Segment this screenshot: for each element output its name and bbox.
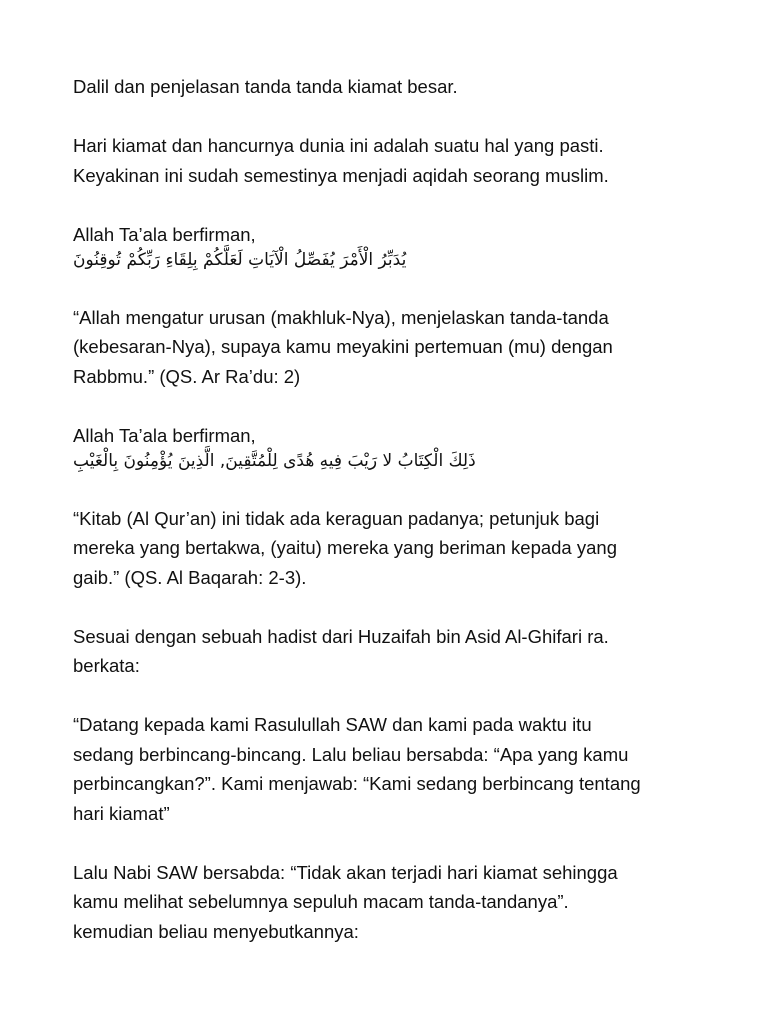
text-line: kamu melihat sebelumnya sepuluh macam tanda-tandanya”. [73, 891, 569, 912]
text-line: sedang berbincang-bincang. Lalu beliau bersabda: “Apa yang kamu [73, 743, 629, 765]
verse-2-intro: Allah Ta’ala berfirman, [73, 424, 256, 446]
document-page [73, 72, 713, 976]
closing-paragraph [73, 858, 713, 947]
title-line: Dalil dan penjelasan tanda tanda kiamat besar. [73, 76, 458, 97]
verse-1-arabic: يُدَبِّرُ الْأَمْرَ يُفَصِّلُ الْآيَاتِ لَعَلَّكُمْ بِلِقَاءِ رَبِّكُمْ تُوقِنُونَ [73, 250, 407, 270]
text-line: “Datang kepada kami Rasulullah SAW dan kami pada waktu itu [73, 714, 592, 735]
text-line: Rabbmu.” (QS. Ar Ra’du: 2) [73, 365, 301, 387]
paragraph-intro [73, 131, 713, 190]
text-line: kemudian beliau menyebutkannya: [73, 920, 359, 942]
text-line: mereka yang bertakwa, (yaitu) mereka yang beriman kepada yang [73, 537, 617, 558]
text-line: (kebesaran-Nya), supaya kamu meyakini pertemuan (mu) dengan [73, 336, 613, 357]
hadith-quote [73, 710, 713, 828]
verse-2-arabic: ذَلِكَ الْكِتَابُ لا رَيْبَ فِيهِ هُدًى لِلْمُتَّقِينَ, الَّذِينَ يُؤْمِنُونَ بِالْغَيْبِ [73, 451, 476, 471]
verse-1-block [73, 220, 713, 274]
text-line: Sesuai dengan sebuah hadist dari Huzaifah bin Asid Al-Ghifari ra. [73, 625, 609, 647]
text-line: “Kitab (Al Qur’an) ini tidak ada keraguan padanya; petunjuk bagi [73, 507, 600, 529]
hadith-intro [73, 622, 713, 681]
text-line: hari kiamat” [73, 802, 170, 824]
text-line: berkata: [73, 655, 140, 676]
text-line: gaib.” (QS. Al Baqarah: 2-3). [73, 566, 307, 588]
document-title [73, 72, 713, 102]
verse-1-intro: Allah Ta’ala berfirman, [73, 223, 256, 245]
verse-2-block [73, 421, 713, 475]
text-line: “Allah mengatur urusan (makhluk-Nya), menjelaskan tanda-tanda [73, 306, 609, 328]
text-line: perbincangkan?”. Kami menjawab: “Kami sedang berbincang tentang [73, 773, 641, 794]
text-line: Lalu Nabi SAW bersabda: “Tidak akan terjadi hari kiamat sehingga [73, 861, 618, 883]
text-line: Keyakinan ini sudah semestinya menjadi aqidah seorang muslim. [73, 164, 609, 186]
verse-1-translation [73, 303, 713, 392]
verse-2-translation [73, 504, 713, 593]
text-line: Hari kiamat dan hancurnya dunia ini adalah suatu hal yang pasti. [73, 135, 604, 156]
